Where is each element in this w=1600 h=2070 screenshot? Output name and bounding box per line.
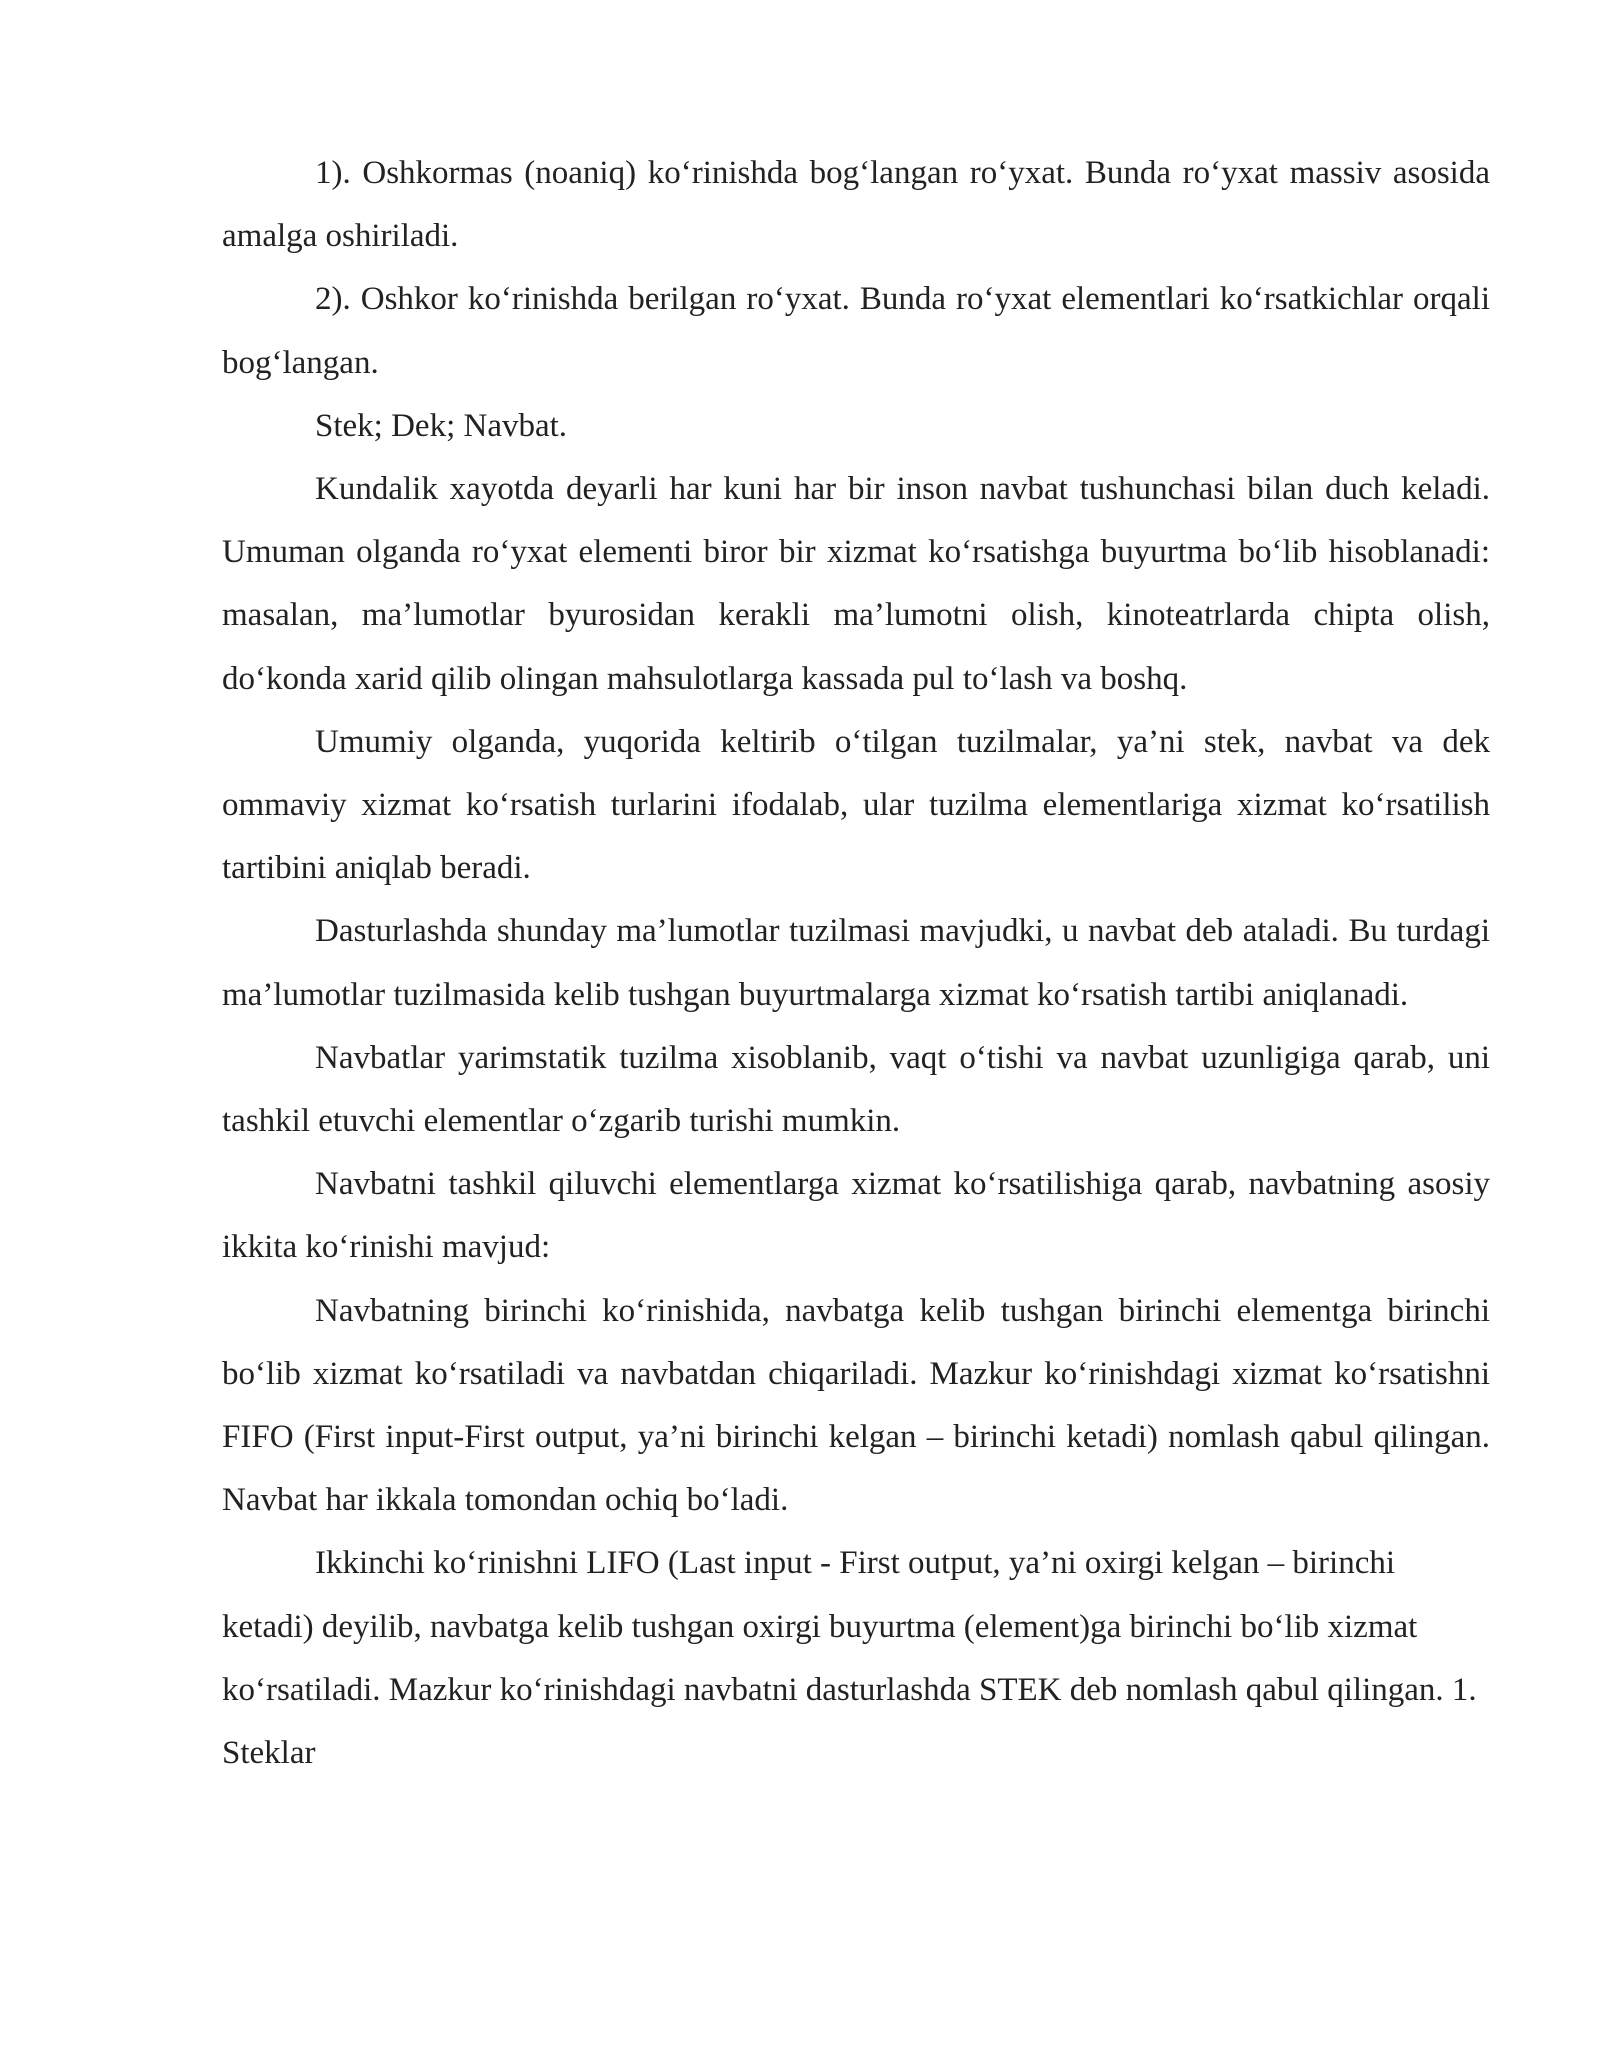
paragraph-lifo: Ikkinchi ko‘rinishni LIFO (Last input - First output, ya’ni oxirgi kelgan – birinchi ketadi) deyilib, navbatga kelib tushgan oxirgi buyurtma (element)ga birinchi bo‘lib xizmat ko‘rsatiladi. Mazkur ko‘rinishdagi navbatni dasturlashda STEK deb nomlash qabul qilingan. 1. Steklar [222,1545,1477,1772]
paragraph-semistatic: Navbatlar yarimstatik tuzilma xisoblanib, vaqt o‘tishi va navbat uzunligiga qarab, uni tashkil etuvchi elementlar o‘zgarib turishi mumkin. [222,1039,1490,1140]
paragraph-fifo: Navbatning birinchi ko‘rinishida, navbatga kelib tushgan birinchi elementga birinchi bo‘lib xizmat ko‘rsatiladi va navbatdan chiqariladi. Mazkur ko‘rinishdagi xizmat ko‘rsatishni FIFO (First input-First output, ya’ni birinchi kelgan – birinchi ketadi) nomlash qabul qilingan. Navbat har ikkala tomondan ochiq bo‘ladi. [222,1292,1490,1519]
paragraph-structures-list: Stek; Dek; Navbat. [315,407,568,444]
paragraph-service-types: Umumiy olganda, yuqorida keltirib o‘tilgan tuzilmalar, ya’ni stek, navbat va dek ommaviy xizmat ko‘rsatish turlarini ifodalab, ular tuzilma elementlariga xizmat ko‘rsatilish tartibini aniqlab beradi. [222,723,1490,887]
paragraph-queue-definition: Dasturlashda shunday ma’lumotlar tuzilmasi mavjudki, u navbat deb ataladi. Bu turdagi ma’lumotlar tuzilmasida kelib tushgan buyurtmalarga xizmat ko‘rsatish tartibi aniqlanadi. [222,913,1490,1013]
document-body [222,142,1490,1785]
paragraph-explicit-list: 2). Oshkor ko‘rinishda berilgan ro‘yxat. Bunda ro‘yxat elementlari ko‘rsatkichlar orqali bog‘langan. [222,281,1490,381]
paragraph-daily-queues: Kundalik xayotda deyarli har kuni har bir inson navbat tushunchasi bilan duch keladi. Umuman olganda ro‘yxat elementi biror bir xizmat ko‘rsatishga buyurtma bo‘lib hisoblanadi: masalan, ma’lumotlar byurosidan kerakli ma’lumotni olish, kinoteatrlarda chipta olish, do‘konda xarid qilib olingan mahsulotlarga kassada pul to‘lash va boshq. [222,471,1490,697]
paragraph-queue-kinds: Navbatni tashkil qiluvchi elementlarga xizmat ko‘rsatilishiga qarab, navbatning asosiy ikkita ko‘rinishi mavjud: [222,1166,1490,1266]
paragraph-implicit-list: 1). Oshkormas (noaniq) ko‘rinishda bog‘langan ro‘yxat. Bunda ro‘yxat massiv asosida amalga oshiriladi. [222,155,1490,255]
